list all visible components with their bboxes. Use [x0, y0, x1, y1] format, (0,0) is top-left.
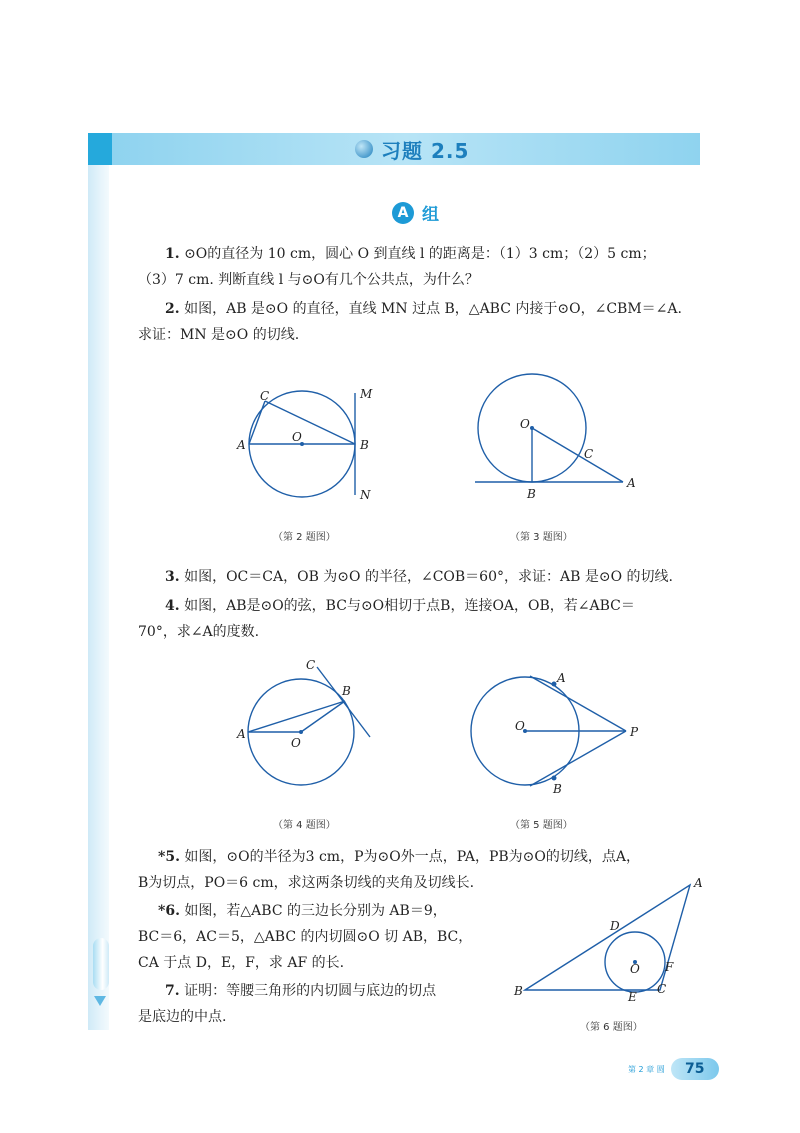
figure-2 — [232, 385, 382, 505]
chapter-label: 第 2 章 圆 — [628, 1064, 665, 1074]
fig3-label-c: C — [584, 447, 594, 461]
figure-6 — [510, 875, 710, 1003]
fig6-label-b: B — [514, 984, 523, 998]
page-footer — [628, 1058, 719, 1080]
fig2-chord-cb — [265, 401, 355, 444]
fig6-label-d: D — [610, 919, 620, 933]
problem-4-line-2: 70°，求∠A的度数. — [138, 624, 260, 640]
fig6-caption: （第 6 题图） — [580, 1022, 643, 1033]
problem-2-line-1: 2. 如图，AB 是⊙O 的直径，直线 MN 过点 B，△ABC 内接于⊙O，∠CBM＝∠A. — [165, 301, 682, 317]
fig5-label-p: P — [630, 725, 639, 739]
figure-3 — [470, 372, 645, 504]
fig2-label-o: O — [292, 430, 302, 444]
fig4-radius-ob — [301, 701, 345, 732]
problem-5-line-1: *5. 如图，⊙O的半径为3 cm，P为⊙O外一点，PA，PB为⊙O的切线，点A， — [158, 849, 640, 865]
figure-4 — [232, 655, 382, 790]
problem-4-line-1: 4. 如图，AB是⊙O的弦，BC与⊙O相切于点B，连接OA，OB，若∠ABC＝ — [165, 598, 635, 614]
fig5-point-b — [552, 776, 557, 781]
problem-1-line-2: （3）7 cm. 判断直线 l 与⊙O有几个公共点，为什么？ — [138, 272, 479, 288]
problem-7-line-1: 7. 证明：等腰三角形的内切圆与底边的切点 — [165, 983, 437, 999]
fig3-segment-oa — [532, 428, 623, 482]
fig5-point-a — [552, 682, 557, 687]
globe-icon — [355, 140, 373, 158]
scroll-down-arrow-icon[interactable] — [94, 996, 106, 1006]
fig3-label-a: A — [627, 476, 636, 490]
fig4-label-b: B — [342, 684, 351, 698]
fig2-chord-ca — [249, 401, 265, 444]
section-title — [355, 137, 469, 161]
group-badge: A — [392, 202, 414, 224]
fig4-label-c: C — [306, 658, 316, 672]
problem-5-line-2: B为切点，PO＝6 cm，求这两条切线的夹角及切线长. — [138, 875, 475, 891]
group-label: 组 — [422, 205, 439, 225]
scroll-handle[interactable] — [93, 938, 109, 990]
section-title-text: 习题 2.5 — [381, 138, 470, 163]
fig3-caption: （第 3 题图） — [510, 532, 573, 543]
fig2-label-c: C — [260, 389, 270, 403]
fig6-label-c: C — [657, 982, 667, 996]
group-heading — [392, 200, 439, 225]
fig5-caption: （第 5 题图） — [510, 820, 573, 831]
fig4-caption: （第 4 题图） — [273, 820, 336, 831]
fig4-center-dot — [299, 730, 303, 734]
fig4-label-a: A — [237, 727, 246, 741]
fig4-tangent-bc — [317, 667, 370, 737]
fig4-chord-ab — [248, 701, 345, 732]
fig4-label-o: O — [291, 736, 301, 750]
problem-3-line-1: 3. 如图，OC＝CA，OB 为⊙O 的半径，∠COB＝60°，求证：AB 是⊙O 的切线. — [165, 569, 673, 585]
problem-6-line-2: BC＝6，AC＝5，△ABC 的内切圆⊙O 切 AB，BC， — [138, 929, 473, 945]
fig2-label-a: A — [237, 438, 246, 452]
problem-6-line-1: *6. 如图，若△ABC 的三边长分别为 AB＝9， — [158, 903, 447, 919]
problem-6-line-3: CA 于点 D，E，F，求 AF 的长. — [138, 955, 345, 971]
fig6-label-a: A — [694, 876, 703, 890]
fig2-label-b: B — [360, 438, 369, 452]
fig3-label-b: B — [527, 487, 536, 501]
page-number: 75 — [671, 1058, 719, 1080]
fig6-label-o: O — [630, 962, 640, 976]
header-left-block — [88, 133, 112, 165]
fig5-label-b: B — [553, 782, 562, 796]
problem-1-line-1: 1. ⊙O的直径为 10 cm，圆心 O 到直线 l 的距离是：（1）3 cm；（2）5 cm； — [165, 246, 656, 262]
fig3-center-dot — [530, 426, 534, 430]
fig3-label-o: O — [520, 417, 530, 431]
fig5-label-a: A — [557, 671, 566, 685]
fig2-label-m: M — [360, 387, 373, 401]
fig2-label-n: N — [360, 488, 371, 502]
problem-2-line-2: 求证：MN 是⊙O 的切线. — [138, 327, 300, 343]
figure-5 — [470, 662, 650, 802]
fig6-label-e: E — [628, 990, 637, 1004]
fig5-label-o: O — [515, 719, 525, 733]
fig2-caption: （第 2 题图） — [273, 532, 336, 543]
fig6-label-f: F — [665, 960, 674, 974]
left-margin-band — [88, 133, 109, 1030]
problem-7-line-2: 是底边的中点. — [138, 1009, 227, 1025]
